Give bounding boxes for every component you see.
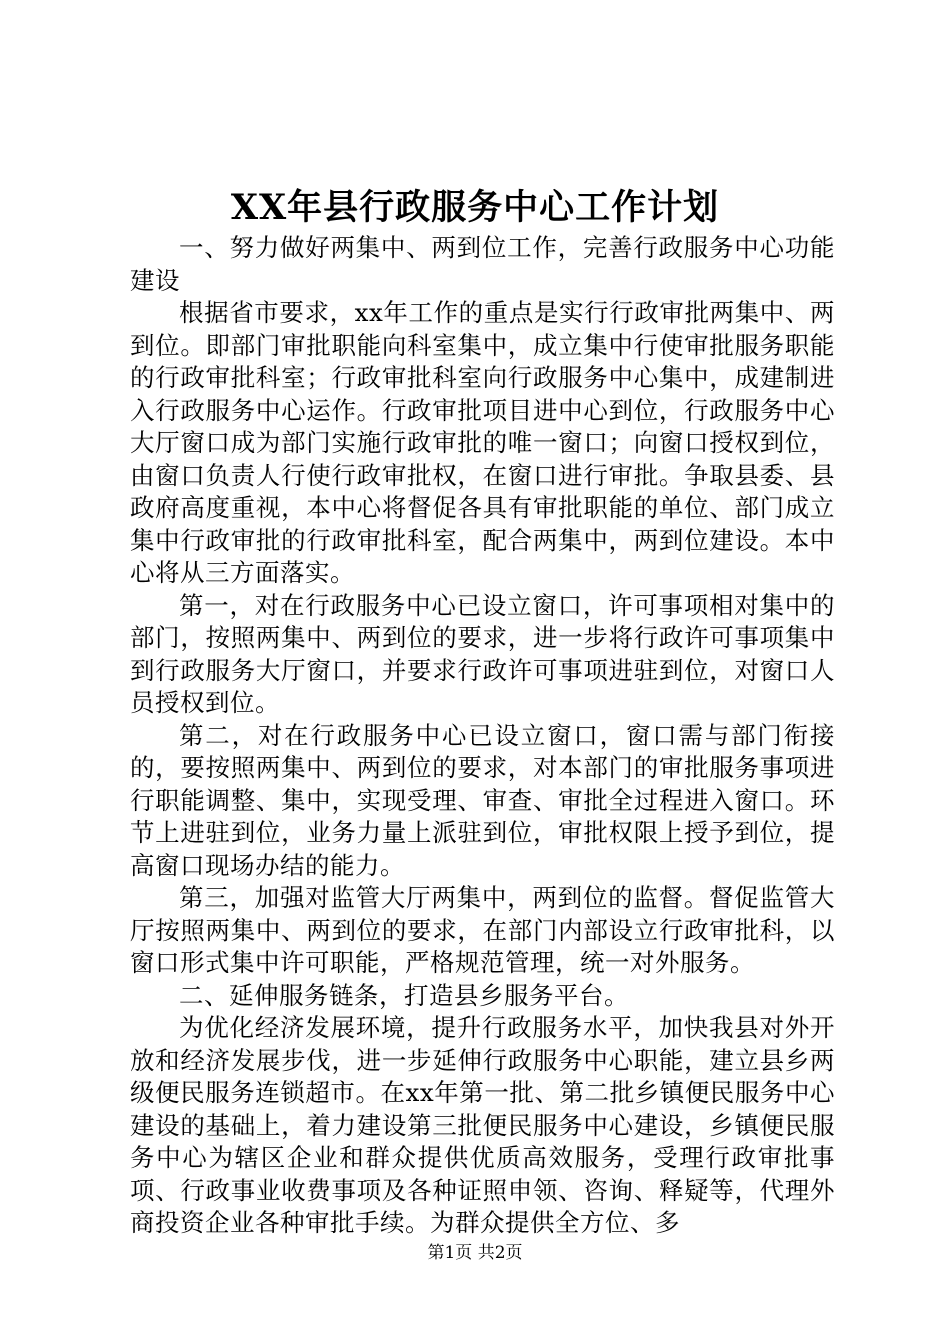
paragraph-service-chain: 为优化经济发展环境，提升行政服务水平，加快我县对外开放和经济发展步伐，进一步延伸行政服务中心职能，建立县乡两级便民服务连锁超市。在xx年第一批、第二批乡镇便民服务中心建设的基础上，着力建设第三批便民服务中心建设，乡镇便民服务中心为辖区企业和群众提供优质高效服务，受理行政审批事项、行政事业收费事项及各种证照申领、咨询、释疑等，代理外商投资企业各种审批手续。为群众提供全方位、多 bbox=[130, 1013, 835, 1237]
page-footer: 第1页 共2页 bbox=[427, 1243, 523, 1263]
section-heading-2: 二、延伸服务链条，打造县乡服务平台。 bbox=[179, 980, 629, 1010]
section-heading-1: 一、努力做好两集中、两到位工作，完善行政服务中心功能建设 bbox=[130, 233, 835, 295]
paragraph-first: 第一，对在行政服务中心已设立窗口，许可事项相对集中的部门，按照两集中、两到位的要求，进一步将行政许可事项集中到行政服务大厅窗口，并要求行政许可事项进驻到位，对窗口人员授权到位。 bbox=[130, 590, 835, 717]
paragraph-intro: 根据省市要求，xx年工作的重点是实行行政审批两集中、两到位。即部门审批职能向科室集中，成立集中行使审批服务职能的行政审批科室；行政审批科室向行政服务中心集中，成建制进入行政服务中心运作。行政审批项目进中心到位，行政服务中心大厅窗口成为部门实施行政审批的唯一窗口；向窗口授权到位，由窗口负责人行使行政审批权，在窗口进行审批。争取县委、县政府高度重视，本中心将督促各具有审批职能的单位、部门成立集中行政审批的行政审批科室，配合两集中，两到位建设。本中心将从三方面落实。 bbox=[130, 298, 835, 587]
document-title: XX年县行政服务中心工作计划 bbox=[230, 187, 720, 228]
document-body bbox=[130, 232, 835, 1240]
paragraph-third: 第三，加强对监管大厅两集中，两到位的监督。督促监管大厅按照两集中、两到位的要求，在部门内部设立行政审批科，以窗口形式集中许可职能，严格规范管理，统一对外服务。 bbox=[130, 883, 835, 977]
paragraph-second: 第二，对在行政服务中心已设立窗口，窗口需与部门衔接的，要按照两集中、两到位的要求，对本部门的审批服务事项进行职能调整、集中，实现受理、审查、审批全过程进入窗口。环节上进驻到位，业务力量上派驻到位，审批权限上授予到位，提高窗口现场办结的能力。 bbox=[130, 720, 835, 880]
